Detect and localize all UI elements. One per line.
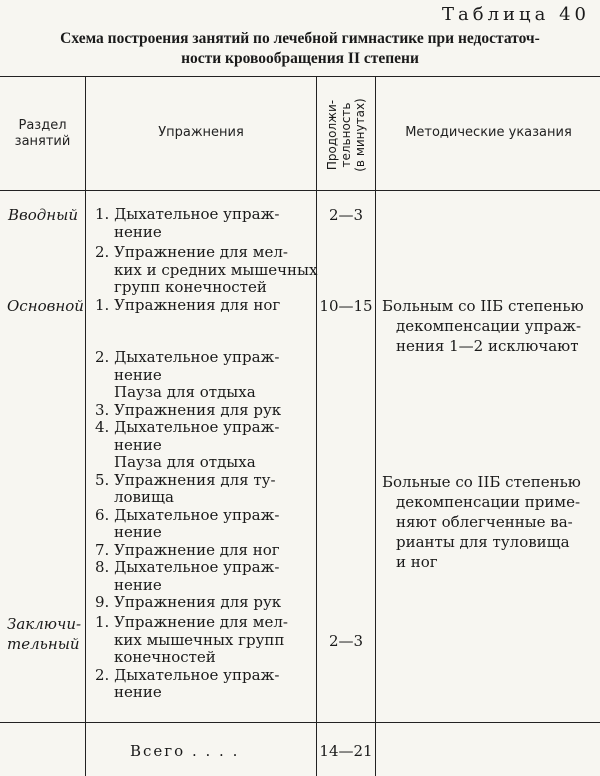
- section-main: Основной: [7, 297, 84, 315]
- body-bottom-rule: [0, 722, 600, 723]
- table-top-rule: [0, 76, 600, 77]
- section-intro: Вводный: [8, 206, 79, 224]
- caption-line-1: Схема построения занятий по лечебной гимнастике при недостаточ-: [60, 30, 540, 47]
- header-duration: Продолжи- тельность (в минутах): [325, 98, 367, 172]
- exercises-intro-1: 1. Дыхательное упраж- нение: [95, 205, 280, 241]
- column-divider-1: [85, 76, 86, 776]
- table-caption: [8, 29, 592, 69]
- duration-final: 2—3: [328, 632, 364, 650]
- exercises-final: 1. Упражнение для мел- ких мышечных групп конечностей 2. Дыхательное упраж- нение: [95, 613, 288, 701]
- column-divider-3: [375, 76, 376, 776]
- duration-intro: 2—3: [328, 206, 364, 224]
- note-2: Больные со IIБ степенью декомпенсации приме- няют облегченные ва- рианты для туловища и ног: [382, 473, 581, 571]
- note-1: Больным со IIБ степенью декомпенсации упраж- нения 1—2 исключают: [382, 297, 584, 355]
- header-notes: Методические указания: [405, 125, 572, 140]
- section-final: Заключи- тельный: [7, 615, 82, 653]
- duration-main: 10—15: [319, 297, 373, 315]
- header-section: Раздел занятий: [14, 118, 71, 149]
- exercises-main-1: 1. Упражнения для ног: [95, 296, 281, 314]
- header-bottom-rule: [0, 190, 600, 191]
- duration-total: 14—21: [319, 742, 373, 760]
- total-label: Всего . . . .: [130, 742, 240, 760]
- exercises-intro-2: 2. Упражнение для мел- ких и средних мышечных групп конечностей: [95, 243, 318, 296]
- header-exercises: Упражнения: [158, 125, 244, 140]
- exercises-main-list: 2. Дыхательное упраж- нение Пауза для отдыха 3. Упражнения для рук 4. Дыхательное упраж- нение Пауза для отдыха 5. Упражнения для ту- ловища 6. Дыхательное упраж- нение 7. Упражнение для ног 8. Дыхательное упраж- нение 9. Упражнения для рук: [95, 348, 282, 611]
- table-label: Таблица 40: [442, 4, 590, 25]
- caption-line-2: ности кровообращения II степени: [181, 50, 419, 67]
